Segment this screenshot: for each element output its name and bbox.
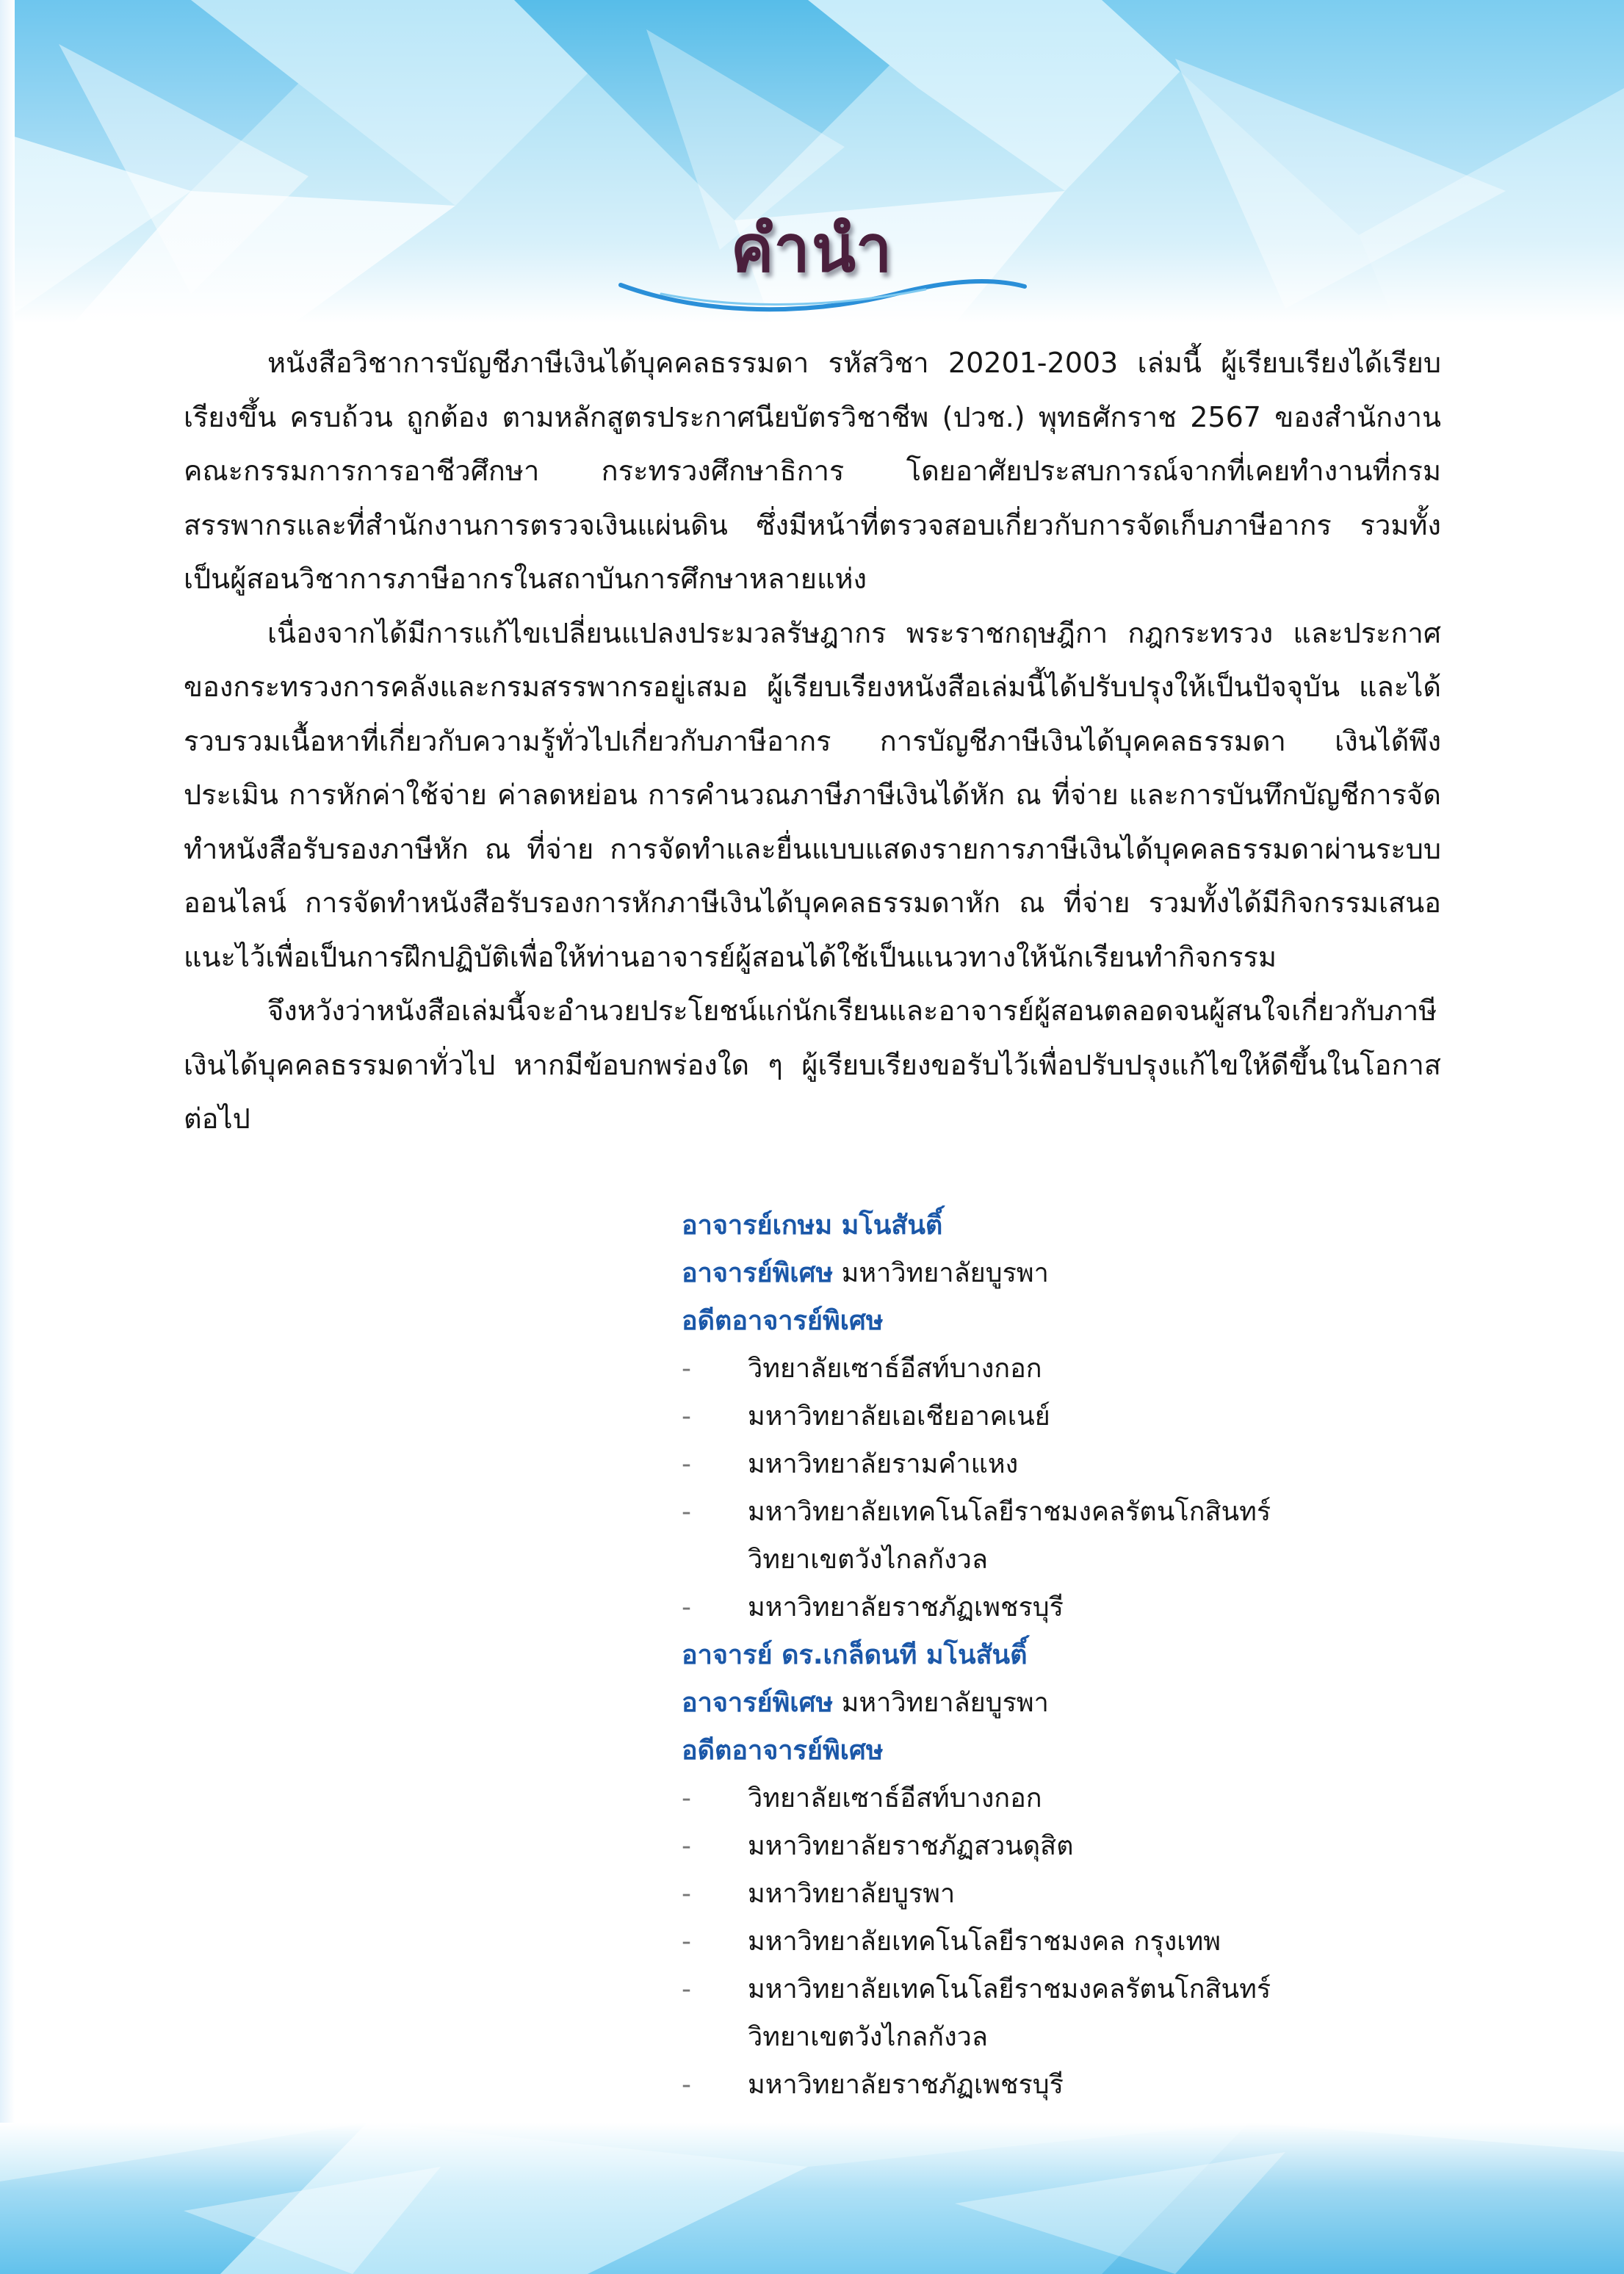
special-lecturer-label: อาจารย์พิเศษ	[682, 1258, 834, 1288]
list-item: - มหาวิทยาลัยราชภัฏเพชรบุรี	[682, 1592, 1064, 1623]
list-item: - มหาวิทยาลัยราชภัฏสวนดุสิต	[682, 1831, 1074, 1861]
background-bottom-decoration	[0, 2123, 1624, 2274]
special-lecturer-place: มหาวิทยาลัยบูรพา	[841, 1688, 1049, 1718]
author-name: อาจารย์ ดร.เกล็ดนที มโนสันติ์	[682, 1640, 1028, 1670]
paragraph-1: หนังสือวิชาการบัญชีภาษีเงินได้บุคคลธรรมดา รหัสวิชา 20201-2003 เล่มนี้ ผู้เรียบเรียงได้เรียบเรียงขึ้น ครบถ้วน ถูกต้อง ตามหลักสูตรประกาศนียบัตรวิชาชีพ (ปวช.) พุทธศักราช 2567 ของสำนักงานคณะกรรมการการอาชีวศึกษา กระทรวงศึกษาธิการ โดยอาศัยประสบการณ์จากที่เคยทำงานที่กรมสรรพากรและที่สำนักงานการตรวจเงินแผ่นดิน ซึ่งมีหน้าที่ตรวจสอบเกี่ยวกับการจัดเก็บภาษีอากร รวมทั้งเป็นผู้สอนวิชาการภาษีอากรในสถาบันการศึกษาหลายแห่ง	[184, 347, 1441, 595]
author-special-position	[682, 1679, 1416, 1727]
signature-block	[682, 1202, 1416, 2109]
special-lecturer-place: มหาวิทยาลัยบูรพา	[841, 1258, 1049, 1288]
paragraph-2: เนื่องจากได้มีการแก้ไขเปลี่ยนแปลงประมวลรัษฎากร พระราชกฤษฎีกา กฎกระทรวง และประกาศของกระทรวงการคลังและกรมสรรพากรอยู่เสมอ ผู้เรียบเรียงหนังสือเล่มนี้ได้ปรับปรุงให้เป็นปัจจุบัน และได้รวบรวมเนื้อหาที่เกี่ยวกับความรู้ทั่วไปเกี่ยวกับภาษีอากร การบัญชีภาษีเงินได้บุคคลธรรมดา เงินได้พึงประเมิน การหักค่าใช้จ่าย ค่าลดหย่อน การคำนวณภาษีภาษีเงินได้หัก ณ ที่จ่าย และการบันทึกบัญชีการจัดทำหนังสือรับรองภาษีหัก ณ ที่จ่าย การจัดทำและยื่นแบบแสดงรายการภาษีเงินได้บุคคลธรรมดาผ่านระบบออนไลน์ การจัดทำหนังสือรับรองการหักภาษีเงินได้บุคคลธรรมดาหัก ณ ที่จ่าย รวมทั้งได้มีกิจกรรมเสนอแนะไว้เพื่อเป็นการฝึกปฏิบัติเพื่อให้ท่านอาจารย์ผู้สอนได้ใช้เป็นแนวทางให้นักเรียนทำกิจกรรม	[184, 616, 1441, 973]
former-institutions-list	[682, 1775, 1416, 2109]
page-title: คำนำ	[730, 211, 894, 286]
list-item: - มหาวิทยาลัยรามคำแหง	[682, 1449, 1019, 1479]
background-left-strip	[0, 0, 15, 2274]
list-item: - มหาวิทยาลัยเทคโนโลยีราชมงคลรัตนโกสินทร์ วิทยาเขตวังไกลกังวล	[682, 1497, 1271, 1575]
title-underline-swash	[617, 264, 1028, 316]
list-item: - มหาวิทยาลัยเทคโนโลยีราชมงคล กรุงเทพ	[682, 1927, 1221, 1957]
list-item: - มหาวิทยาลัยเทคโนโลยีราชมงคลรัตนโกสินทร์ วิทยาเขตวังไกลกังวล	[682, 1974, 1271, 2052]
special-lecturer-label: อาจารย์พิเศษ	[682, 1688, 834, 1718]
list-item: - วิทยาลัยเซาธ์อีสท์บางกอก	[682, 1354, 1042, 1384]
author-name: อาจารย์เกษม มโนสันติ์	[682, 1210, 943, 1241]
paragraph-3: จึงหวังว่าหนังสือเล่มนี้จะอำนวยประโยชน์แก่นักเรียนและอาจารย์ผู้สอนตลอดจนผู้สนใจเกี่ยวกับภาษีเงินได้บุคคลธรรมดาทั่วไป หากมีข้อบกพร่องใด ๆ ผู้เรียบเรียงขอรับไว้เพื่อปรับปรุงแก้ไขให้ดีขึ้นในโอกาสต่อไป	[184, 995, 1441, 1135]
author-special-position	[682, 1249, 1416, 1297]
preface-body	[184, 336, 1441, 1147]
crystal-pattern-bottom	[0, 2123, 1624, 2274]
former-lecturer-label: อดีตอาจารย์พิเศษ	[682, 1736, 884, 1766]
former-lecturer-label: อดีตอาจารย์พิเศษ	[682, 1306, 884, 1336]
list-item: - วิทยาลัยเซาธ์อีสท์บางกอก	[682, 1783, 1042, 1813]
former-institutions-list	[682, 1345, 1416, 1631]
list-item: - มหาวิทยาลัยเอเชียอาคเนย์	[682, 1401, 1050, 1432]
list-item: - มหาวิทยาลัยราชภัฏเพชรบุรี	[682, 2070, 1064, 2100]
list-item: - มหาวิทยาลัยบูรพา	[682, 1879, 956, 1909]
